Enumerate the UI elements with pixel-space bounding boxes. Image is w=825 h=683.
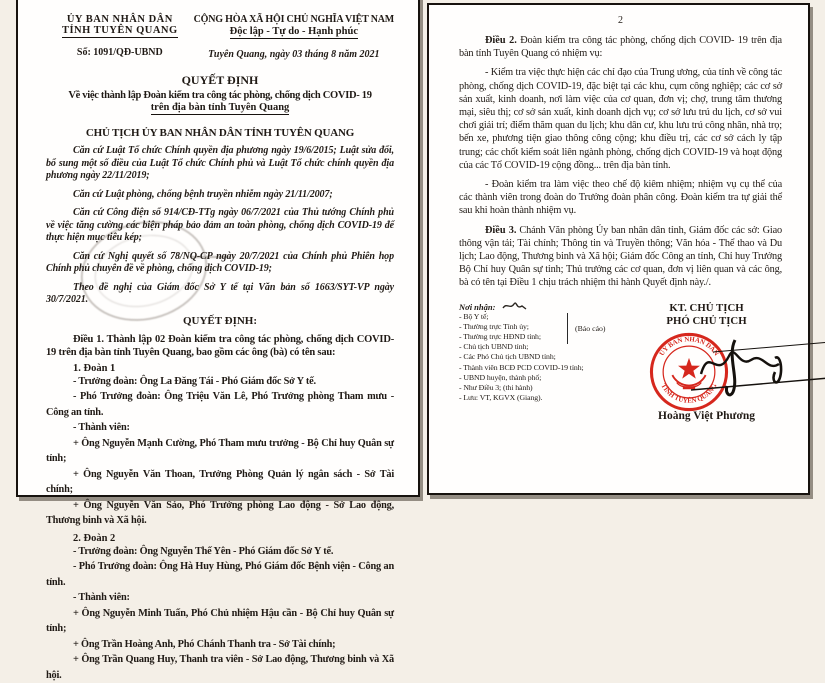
page1-header bbox=[46, 14, 394, 60]
task-paragraph-1: - Kiểm tra việc thực hiện các chỉ đạo của Trung ương, của tỉnh về công tác phòng, chống dịch COVID-19, đặc biệt tại các khu, cụm công nghiệp; các cơ sở sản xuất, kinh doanh, nơi làm việc của cơ quan, đơn vị; chợ, trung tâm thương mại, siêu thị; cơ sở sản xuất, kinh doanh dịch vụ; cơ sở lưu trú du lịch, cơ sở vui chơi giải trí; điểm thăm quan du lịch; khu dân cư, khu lưu trú công nhân, nhà trọ; bến xe, phương tiện giao thông công cộng; khu điều trị, các cơ sở cách ly tập trung; các chốt kiểm soát liên ngành phòng, chống dịch COVID-19 và hoạt động của các Tổ COVID-19 cộng đồng... trên địa bàn tỉnh. bbox=[459, 67, 782, 171]
page-number: 2 bbox=[618, 15, 623, 26]
group-1-member-line: + Ông Nguyễn Mạnh Cường, Phó Tham mưu trưởng - Bộ Chỉ huy Quân sự tỉnh; bbox=[46, 437, 394, 464]
recipient-line: - Lưu: VT, KGVX (Giang). bbox=[459, 393, 543, 403]
article-2-label: Điều 2. bbox=[485, 35, 517, 46]
handwritten-initial-icon bbox=[501, 299, 527, 313]
signer-title-role: PHÓ CHỦ TỊCH bbox=[666, 314, 747, 327]
issuing-org-block bbox=[46, 14, 194, 60]
decision-heading: QUYẾT ĐỊNH: bbox=[182, 314, 258, 327]
recipients-block bbox=[459, 302, 631, 404]
task-paragraph-2: - Đoàn kiểm tra làm việc theo chế độ kiêm nhiệm; nhiệm vụ cụ thể của các thành viên trong đoàn do Trưởng đoàn phân công. Đoàn kiểm tra tự giải thể sau khi hoàn thành nhiệm vụ. bbox=[459, 179, 782, 217]
recital-paragraph: Căn cứ Luật Tổ chức Chính quyền địa phương ngày 19/6/2015; Luật sửa đổi, bổ sung một số điều của Luật Tổ chức Chính phủ và Luật Tổ chức chính quyền địa phương ngày 22/11/2019; bbox=[46, 145, 394, 181]
national-motto: Độc lập - Tự do - Hạnh phúc bbox=[229, 26, 358, 37]
article-3-text: Chánh Văn phòng Ủy ban nhân dân tỉnh, Giám đốc các sở: Giao thông vận tải; Tài chính; Thông tin và Truyền thông; Văn hóa - Thể thao và Du lịch; Lao động, Thương binh và Xã hội; Giám đốc Công an tỉnh, Chỉ huy Trưởng Bộ Chỉ huy Quân sự tỉnh; Thủ trưởng các cơ quan, đơn vị liên quan và các ông, bà có tên tại Điều 1 chịu trách nhiệm thi hành Quyết định này./. bbox=[459, 224, 782, 289]
recipient-line: - UBND huyện, thành phố; bbox=[459, 372, 542, 382]
place-date-line: Tuyên Quang, ngày 03 tháng 8 năm 2021 bbox=[208, 49, 380, 60]
group-2-member-line: - Phó Trưởng đoàn: Ông Hà Huy Hùng, Phó Giám đốc Bệnh viện - Công an tỉnh. bbox=[46, 561, 394, 588]
recital-paragraph: Theo đề nghị của Giám đốc Sở Y tế tại Văn bản số 1663/SYT-VP ngày 30/7/2021. bbox=[46, 281, 394, 305]
signer-title-acting: KT. CHỦ TỊCH bbox=[669, 301, 744, 314]
recipient-line: - Các Phó Chủ tịch UBND tỉnh; bbox=[459, 352, 556, 362]
article-1-paragraph bbox=[46, 333, 394, 359]
recipient-line: - Chủ tịch UBND tỉnh; bbox=[459, 342, 529, 352]
signer-name: Hoàng Việt Phương bbox=[658, 409, 755, 422]
authority-heading: CHỦ TỊCH ỦY BAN NHÂN DÂN TỈNH TUYÊN QUANG bbox=[85, 127, 355, 139]
recital-paragraph: Căn cứ Nghị quyết số 78/NQ-CP ngày 20/7/2021 của Chính phủ Phiên họp Chính phủ chuyên đề về phòng, chống dịch COVID-19; bbox=[46, 250, 394, 274]
recipient-line: - Thành viên BCĐ PCD COVID-19 tỉnh; bbox=[459, 362, 584, 372]
article-3-label: Điều 3. bbox=[485, 224, 517, 236]
group-1-member-line: - Trưởng đoàn: Ông La Đăng Tái - Phó Giám đốc Sở Y tế. bbox=[73, 375, 316, 387]
report-note: (Báo cáo) bbox=[567, 313, 606, 344]
recital-paragraph: Căn cứ Luật phòng, chống bệnh truyền nhiễm ngày 21/11/2007; bbox=[73, 188, 333, 200]
org-name-line1: ỦY BAN NHÂN DÂN bbox=[66, 14, 173, 25]
group-2-member-line: + Ông Trần Hoàng Anh, Phó Chánh Thanh tra - Sở Tài chính; bbox=[73, 638, 336, 650]
group-1-member-line: - Phó Trưởng đoàn: Ông Triệu Văn Lê, Phó Trưởng phòng Tham mưu - Công an tỉnh. bbox=[46, 391, 394, 418]
recipient-line: - Thường trực Tỉnh ủy; bbox=[459, 321, 529, 331]
seal-ring-text-bottom: TỈNH TUYÊN QUANG bbox=[659, 382, 719, 405]
article-3-paragraph bbox=[459, 224, 782, 290]
group-1-member-line: - Thành viên: bbox=[73, 422, 130, 433]
signature-block bbox=[631, 301, 782, 422]
national-header-block bbox=[194, 14, 394, 60]
article-1-text: Thành lập 02 Đoàn kiểm tra công tác phòng, chống dịch COVID-19 trên địa bàn tỉnh Tuyên Quang, bao gồm các ông (bà) có tên sau: bbox=[46, 333, 394, 358]
group-2-member-line: + Ông Nguyễn Minh Tuấn, Phó Chủ nhiệm Hậu cần - Bộ Chỉ huy Quân sự tỉnh; bbox=[46, 607, 394, 634]
seal-ring-text-top: ỦY BAN NHÂN DÂN bbox=[658, 335, 720, 357]
national-title: CỘNG HÒA XÃ HỘI CHỦ NGHĨA VIỆT NAM bbox=[193, 14, 394, 25]
document-title: QUYẾT ĐỊNH bbox=[181, 73, 259, 87]
document-subtitle-line1: Về việc thành lập Đoàn kiểm tra công tác phòng, chống dịch COVID- 19 bbox=[68, 90, 372, 101]
document-number: Số: 1091/QĐ-UBND bbox=[76, 47, 163, 58]
group-1-heading: 1. Đoàn 1 bbox=[73, 362, 116, 374]
recipients-heading: Nơi nhận: bbox=[459, 301, 496, 312]
page2-footer bbox=[459, 301, 782, 422]
handwritten-signature-icon bbox=[683, 328, 825, 411]
document-subtitle-line2: trên địa bàn tỉnh Tuyên Quang bbox=[150, 102, 290, 113]
org-name-line2: TỈNH TUYÊN QUANG bbox=[61, 25, 178, 36]
recipient-line: - Thường trực HĐND tỉnh; bbox=[459, 332, 541, 342]
recipient-line: - Như Điều 3; (thi hành) bbox=[459, 383, 533, 393]
recital-paragraph: Căn cứ Công điện số 914/CĐ-TTg ngày 06/7/2021 của Thủ tướng Chính phủ về việc tăng cường các biện pháp bảo đảm an toàn phòng, chống dịch COVID-19 để thực hiện mục tiêu kép; bbox=[46, 207, 394, 243]
group-2-member-line: - Thành viên: bbox=[73, 592, 130, 603]
document-page-1 bbox=[16, 0, 420, 681]
article-1-label: Điều 1. bbox=[73, 333, 104, 345]
group-1-member-line: + Ông Nguyễn Văn Thoan, Trưởng Phòng Quản lý ngân sách - Sở Tài chính; bbox=[46, 468, 394, 495]
document-page-2 bbox=[427, 3, 810, 495]
recipient-line: - Bộ Y tế; bbox=[459, 311, 489, 321]
group-2-member-line: + Ông Trần Quang Huy, Thanh tra viên - Sở Lao động, Thương binh và Xã hội. bbox=[46, 654, 394, 681]
group-2-heading: 2. Đoàn 2 bbox=[73, 532, 116, 544]
group-2-member-line: - Trưởng đoàn: Ông Nguyễn Thế Yên - Phó Giám đốc Sở Y tế. bbox=[73, 545, 334, 557]
article-2-text: Đoàn kiểm tra công tác phòng, chống dịch COVID- 19 trên địa bàn tỉnh Tuyên Quang có nhiệm vụ: bbox=[459, 35, 782, 60]
group-1-member-line: + Ông Nguyễn Văn Sảo, Phó Trưởng phòng Lao động - Sở Lao động, Thương binh và Xã hội. bbox=[46, 499, 394, 526]
article-2-paragraph bbox=[459, 34, 782, 60]
